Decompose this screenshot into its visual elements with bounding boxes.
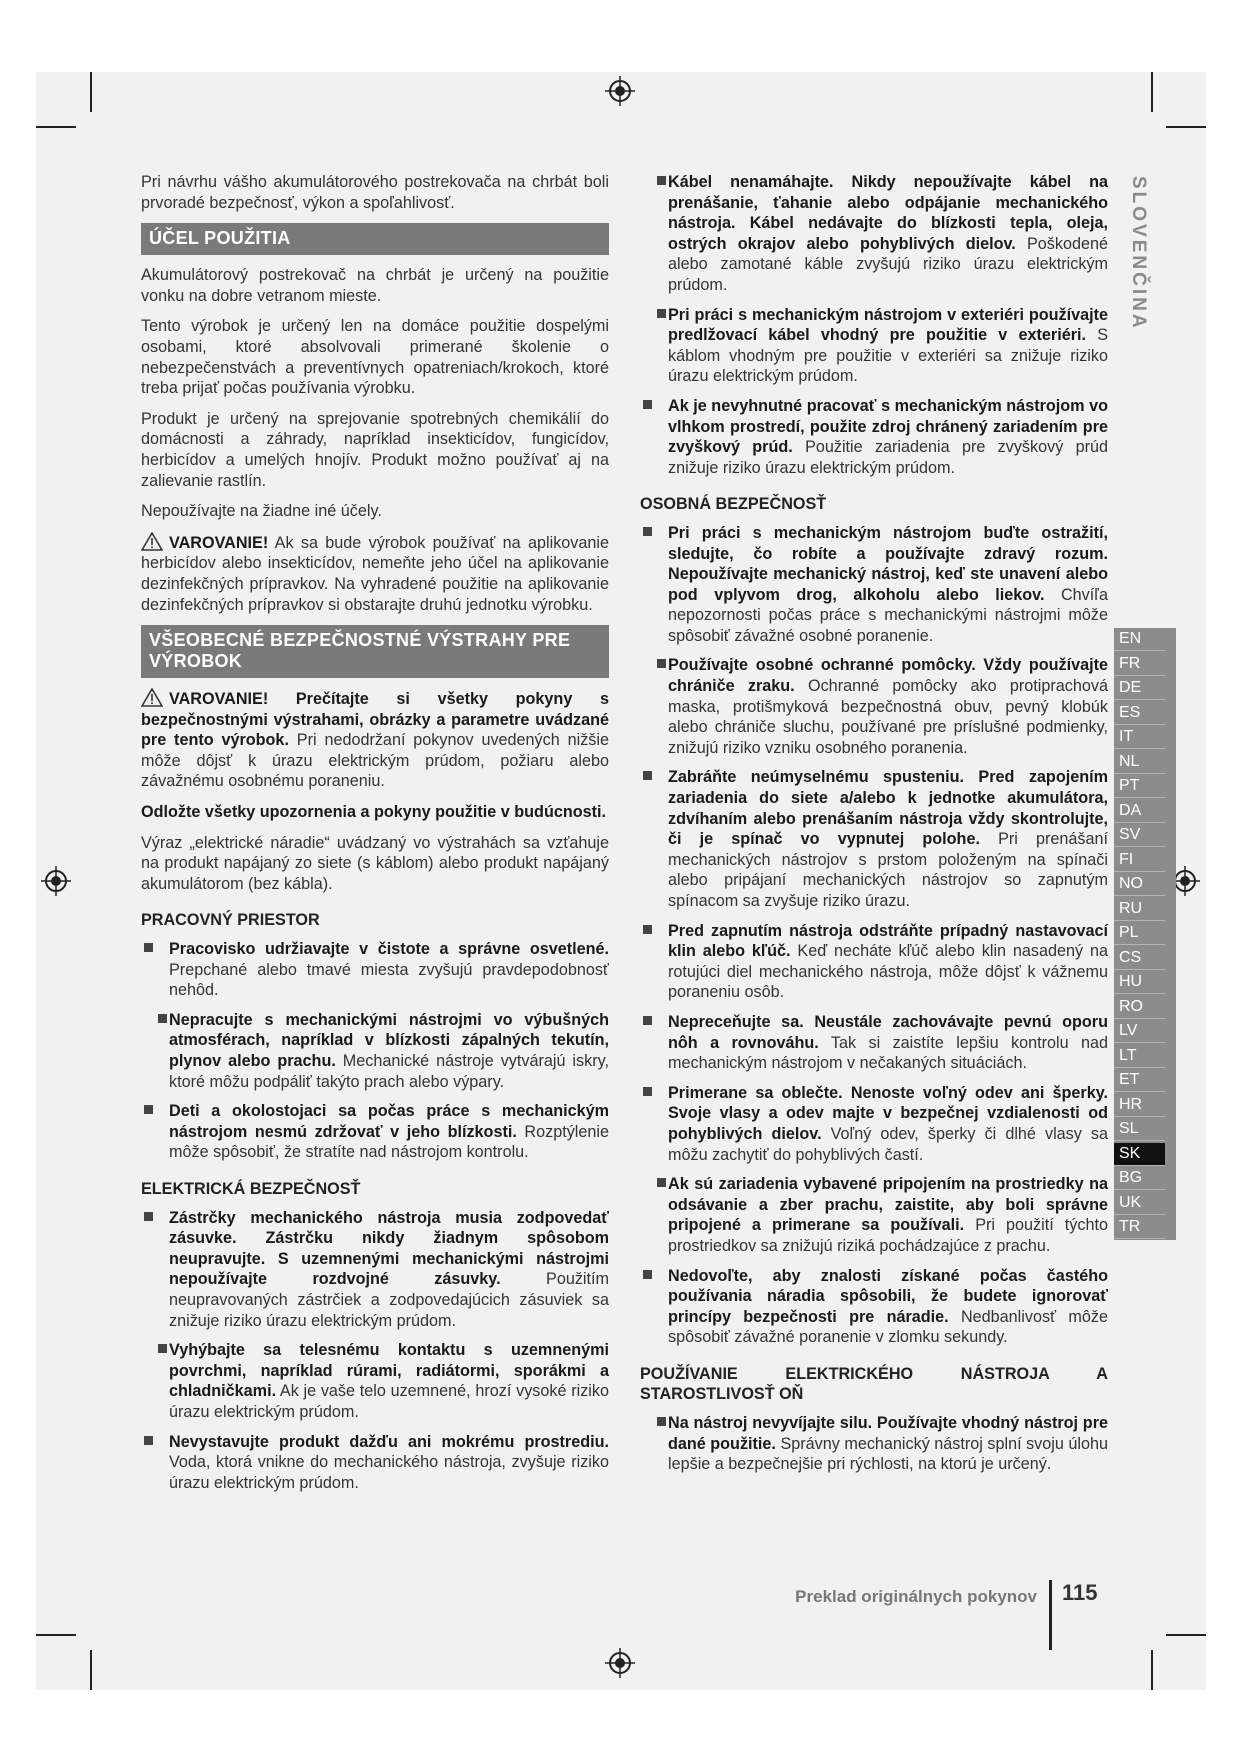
bullet-square-icon <box>158 1014 167 1023</box>
crop-mark <box>36 126 76 128</box>
language-tab-fi: FI <box>1114 849 1165 872</box>
list-item-bold: Ak sú zariadenia vybavené pripojením na prostriedky na odsávanie a zber prachu, zaistite, aby boli správne pripojené a primerane sa používali. <box>668 1175 1108 1235</box>
crop-mark <box>1151 1650 1153 1690</box>
language-tab-bg: BG <box>1114 1167 1165 1190</box>
bullet-square-icon <box>643 1270 652 1279</box>
bullet-square-icon <box>657 1417 666 1426</box>
crop-mark <box>1166 1634 1206 1636</box>
list-item-bold: Vyhýbajte sa telesnému kontaktu s uzemnenými povrchmi, napríklad rúrami, radiátormi, sporákmi a chladničkami. <box>169 1341 609 1401</box>
language-tab-ru: RU <box>1114 898 1165 921</box>
list-item-text: Použitím neupravovaných zástrčiek a zodpovedajúcich zásuviek sa znižuje riziko úrazu elektrickým prúdom. <box>169 1270 609 1330</box>
left-column <box>141 172 609 1502</box>
language-tab-nl: NL <box>1114 751 1165 774</box>
list-item <box>141 939 609 1001</box>
keep-instructions-text: Odložte všetky upozornenia a pokyny použitie v budúcnosti. <box>141 803 607 822</box>
list-item <box>141 1010 609 1092</box>
list-item <box>640 396 1108 478</box>
warning-label: VAROVANIE! <box>169 533 269 552</box>
list-item <box>141 1340 609 1422</box>
language-tab-et: ET <box>1114 1069 1165 1092</box>
list-item <box>141 1101 609 1163</box>
subheading-personal-safety: OSOBNÁ BEZPEČNOSŤ <box>640 495 827 514</box>
list-item-text: Chvíľa nepozornosti počas práce s mechanickými nástrojmi môže spôsobiť závažné osobné poranenie. <box>668 585 1108 645</box>
list-item <box>640 1012 1108 1074</box>
list-item <box>640 767 1108 911</box>
bullet-square-icon <box>643 1087 652 1096</box>
warning-text: Pri nedodržaní pokynov uvedených nižšie môže dôjsť k úrazu elektrickým prúdom, požiaru alebo závažnému osobnému poraneniu. <box>141 731 609 791</box>
bullet-square-icon <box>643 1016 652 1025</box>
list-item <box>141 1432 609 1494</box>
list-item-text: Rozptýlenie môže spôsobiť, že stratíte nad nástrojom kontrolu. <box>169 1122 609 1162</box>
list-item-text: Poškodené alebo zamotané káble zvyšujú riziko úrazu elektrickým prúdom. <box>668 234 1108 294</box>
language-tabs <box>1114 628 1176 1240</box>
list-item <box>640 523 1108 647</box>
intro-paragraph: Pri návrhu vášho akumulátorového postrekovača na chrbát boli prvoradé bezpečnosť, výkon a spoľahlivosť. <box>141 173 609 212</box>
list-item <box>640 1083 1108 1165</box>
side-language-label: SLOVENČINA <box>1128 176 1149 331</box>
bullet-square-icon <box>643 771 652 780</box>
subheading-work-area: PRACOVNÝ PRIESTOR <box>141 911 320 930</box>
bullet-square-icon <box>144 1436 153 1445</box>
bullet-square-icon <box>643 925 652 934</box>
bullet-square-icon <box>158 1344 167 1353</box>
list-item-bold: Zástrčky mechanického nástroja musia zodpovedať zásuvke. Zástrčku nikdy žiadnym spôsobom neupravujte. S uzemnenými mechanickými nástrojmi nepoužívajte rozdvojné zásuvky. <box>169 1208 609 1289</box>
page-number: 115 <box>1062 1580 1098 1605</box>
purpose-paragraph: Tento výrobok je určený len na domáce použitie dospelými osobami, ktoré absolvovali primerané školenie o nebezpečenstvách a preventívnych opatreniach/krokoch, ktoré treba prijať počas používania výrobku. <box>141 317 609 398</box>
list-item <box>640 921 1108 1003</box>
list-item-text: Správny mechanický nástroj splní svoju úlohu lepšie a bezpečnejšie pri rýchlosti, na ktorú je určený. <box>668 1434 1108 1474</box>
crop-mark <box>1151 72 1153 112</box>
language-tab-fr: FR <box>1114 653 1165 676</box>
list-item-text: S káblom vhodným pre použitie v exteriéri sa znižuje riziko úrazu elektrickým prúdom. <box>668 326 1108 386</box>
registration-mark-icon <box>605 76 635 106</box>
language-tab-tr: TR <box>1114 1216 1165 1239</box>
warning-triangle-icon <box>141 532 163 551</box>
list-item-bold: Zabráňte neúmyselnému spusteniu. Pred zapojením zariadenia do siete a/alebo k jednotke akumulátora, zdvíhaním alebo prenášaním nástroja vždy skontrolujte, či je spínač vo vypnutej polohe. <box>668 768 1108 849</box>
list-item-bold: Pred zapnutím nástroja odstráňte prípadný nastavovací klin alebo kľúč. <box>668 921 1108 961</box>
list-item-text: Použitie zariadenia pre zvyškový prúd znižuje riziko úrazu elektrickým prúdom. <box>668 438 1108 477</box>
list-item-bold: Používajte osobné ochranné pomôcky. Vždy používajte chrániče zraku. <box>668 656 1108 696</box>
bullet-square-icon <box>144 943 153 952</box>
list-item-text: Ochranné pomôcky ako protiprachová maska, protišmyková bezpečnostná obuv, pevný klobúk alebo chrániče sluchu, používané pre príslušné podmienky, znižujú riziko vzniku osobného poranenia. <box>668 677 1108 757</box>
language-tab-hu: HU <box>1114 971 1165 994</box>
language-tab-pl: PL <box>1114 922 1165 945</box>
warning-paragraph <box>141 688 609 792</box>
list-item-bold: Pracovisko udržiavajte v čistote a správne osvetlené. <box>169 940 609 959</box>
list-item-text: Tak si zaistíte lepšiu kontrolu nad mechanickým nástrojom v nečakaných situáciách. <box>668 1033 1108 1073</box>
crop-mark <box>36 1634 76 1636</box>
language-tab-hr: HR <box>1114 1094 1165 1117</box>
purpose-paragraph: Nepoužívajte na žiadne iné účely. <box>141 502 382 521</box>
language-tab-de: DE <box>1114 677 1165 700</box>
list-item-bold: Deti a okolostojaci sa počas práce s mechanickým nástrojom nesmú zdržovať v jeho blízkosti. <box>169 1102 609 1141</box>
warning-triangle-icon <box>141 688 163 707</box>
list-item <box>141 1208 609 1332</box>
list-item-text: Voľný odev, šperky či dlhé vlasy sa môžu zachytiť do pohyblivých častí. <box>668 1124 1108 1164</box>
list-item-text: Nedbanlivosť môže spôsobiť závažné poranenie v zlomku sekundy. <box>668 1307 1108 1347</box>
section-heading-purpose: ÚČEL POUŽITIA <box>141 223 609 255</box>
bullet-square-icon <box>657 1178 666 1187</box>
list-item-bold: Pri práci s mechanickým nástrojom v exteriéri používajte predlžovací kábel vhodný pre použitie v exteriéri. <box>668 305 1108 345</box>
list-item-bold: Pri práci s mechanickým nástrojom buďte ostražití, sledujte, čo robíte a používajte zdravý rozum. Nepoužívajte mechanický nástroj, keď ste unavení alebo pod vplyvom drog, alkoholu alebo liekov. <box>668 523 1108 604</box>
bullet-square-icon <box>657 309 666 318</box>
language-tab-it: IT <box>1114 726 1165 749</box>
subheading-tool-use: POUŽÍVANIE ELEKTRICKÉHO NÁSTROJA A STAROSTLIVOSŤ OŇ <box>640 1364 1108 1404</box>
keep-instructions <box>141 802 609 823</box>
language-tab-sl: SL <box>1114 1118 1165 1141</box>
list-item-text: Keď necháte kľúč alebo klin nasadený na rotujúci diel mechanického nástroja, môže dôjsť k vážnemu poraneniu osôb. <box>668 942 1108 1002</box>
language-tab-sk: SK <box>1114 1143 1165 1166</box>
language-tab-lt: LT <box>1114 1045 1165 1068</box>
language-tab-uk: UK <box>1114 1192 1165 1215</box>
bullet-square-icon <box>657 176 666 185</box>
crop-mark <box>90 72 92 112</box>
footer-translation-note: Preklad originálnych pokynov <box>795 1587 1037 1606</box>
list-item-text: Prepchané alebo tmavé miesta zvyšujú pravdepodobnosť nehôd. <box>169 960 609 1000</box>
registration-mark-icon <box>605 1648 635 1678</box>
bullet-square-icon <box>144 1212 153 1221</box>
language-tab-lv: LV <box>1114 1020 1165 1043</box>
language-tab-no: NO <box>1114 873 1165 896</box>
list-item-bold: Nedovoľte, aby znalosti získané počas častého používania náradia spôsobili, že budete ignorovať princípy bezpečnosti pre náradie. <box>668 1266 1108 1326</box>
bullet-square-icon <box>643 400 652 409</box>
list-item <box>640 1174 1108 1256</box>
list-item <box>640 1266 1108 1348</box>
crop-mark <box>90 1650 92 1690</box>
list-item-bold: Nevystavujte produkt dažďu ani mokrému prostrediu. <box>169 1432 609 1451</box>
footer-divider <box>1049 1580 1052 1650</box>
right-column <box>640 172 1108 1484</box>
purpose-paragraph: Produkt je určený na sprejovanie spotrebných chemikálií do domácnosti a záhrady, napríklad insekticídov, fungicídov, herbicídov a umelých hnojív. Produkt možno používať aj na zalievanie rastlín. <box>141 409 609 490</box>
list-item <box>640 305 1108 387</box>
subheading-electrical-safety: ELEKTRICKÁ BEZPEČNOSŤ <box>141 1179 361 1198</box>
warning-paragraph <box>141 532 609 615</box>
registration-mark-icon <box>41 866 71 896</box>
list-item <box>640 172 1108 296</box>
list-item-text: Pri použití týchto prostriedkov sa znižujú riziká pochádzajúce z prachu. <box>668 1216 1108 1255</box>
list-item-bold: Kábel nenamáhajte. Nikdy nepoužívajte kábel na prenášanie, ťahanie alebo odpájanie mechanického nástroja. Kábel nedávajte do blízkosti tepla, oleja, ostrých okrajov alebo pohyblivých dielov. <box>668 173 1108 253</box>
list-item <box>640 655 1108 758</box>
list-item-text: Mechanické nástroje vytvárajú iskry, ktoré môžu podpáliť takýto prach alebo výpary. <box>169 1052 609 1091</box>
language-tab-es: ES <box>1114 702 1165 725</box>
language-tab-en: EN <box>1114 628 1165 651</box>
crop-mark <box>1166 126 1206 128</box>
list-item-text: Pri prenášaní mechanických nástrojov s prstom položeným na spínači alebo pripájaní mechanických nástrojov so zapnutým spínacom sa zvyšuje riziko úrazu. <box>668 830 1108 910</box>
list-item <box>640 1413 1108 1475</box>
list-item-bold: Na nástroj nevyvíjajte silu. Používajte vhodný nástroj pre dané použitie. <box>668 1414 1108 1453</box>
language-tab-pt: PT <box>1114 775 1165 798</box>
language-tab-sv: SV <box>1114 824 1165 847</box>
list-item-text: Voda, ktorá vnikne do mechanického nástroja, zvyšuje riziko úrazu elektrickým prúdom. <box>169 1453 609 1492</box>
warning-bold-text: VAROVANIE! Prečítajte si všetky pokyny s bezpečnostnými výstrahami, obrázky a parametre uvádzané pre tento výrobok. <box>141 690 609 750</box>
term-definition: Výraz „elektrické náradie“ uvádzaný vo výstrahách sa vzťahuje na produkt napájaný zo siete (s káblom) alebo produkt napájaný akumulátorom (bez kábla). <box>141 833 609 893</box>
list-item-bold: Nepreceňujte sa. Neustále zachovávajte pevnú oporu nôh a rovnováhu. <box>668 1012 1108 1052</box>
language-tab-cs: CS <box>1114 947 1165 970</box>
section-heading-safety: VŠEOBECNÉ BEZPEČNOSTNÉ VÝSTRAHY PRE VÝROBOK <box>141 625 609 678</box>
purpose-paragraph: Akumulátorový postrekovač na chrbát je určený na použitie vonku na dobre vetranom mieste. <box>141 266 609 305</box>
language-tab-ro: RO <box>1114 996 1165 1019</box>
list-item-bold: Ak je nevyhnutné pracovať s mechanickým nástrojom vo vlhkom prostredí, použite zdroj chránený zariadením pre zvyškový prúd. <box>668 396 1108 457</box>
bullet-square-icon <box>657 659 666 668</box>
list-item-bold: Primerane sa oblečte. Nenoste voľný odev ani šperky. Svoje vlasy a odev majte v bezpečnej vzdialenosti od pohyblivých dielov. <box>668 1083 1108 1143</box>
bullet-square-icon <box>144 1105 153 1114</box>
warning-text: Ak sa bude výrobok používať na aplikovanie herbicídov alebo insekticídov, nemeňte jeho účel na aplikovanie dezinfekčných prípravkov. Na vyhradené použitie na aplikovanie dezinfekčných prípravkov si obstarajte druhú jednotku výrobku. <box>141 533 609 614</box>
list-item-bold: Nepracujte s mechanickými nástrojmi vo výbušných atmosférach, napríklad v blízkosti zápalných tekutín, plynov alebo prachu. <box>169 1010 609 1070</box>
bullet-square-icon <box>643 527 652 536</box>
list-item-text: Ak je vaše telo uzemnené, hrozí vysoké riziko úrazu elektrickým prúdom. <box>169 1382 609 1421</box>
language-tab-da: DA <box>1114 800 1165 823</box>
